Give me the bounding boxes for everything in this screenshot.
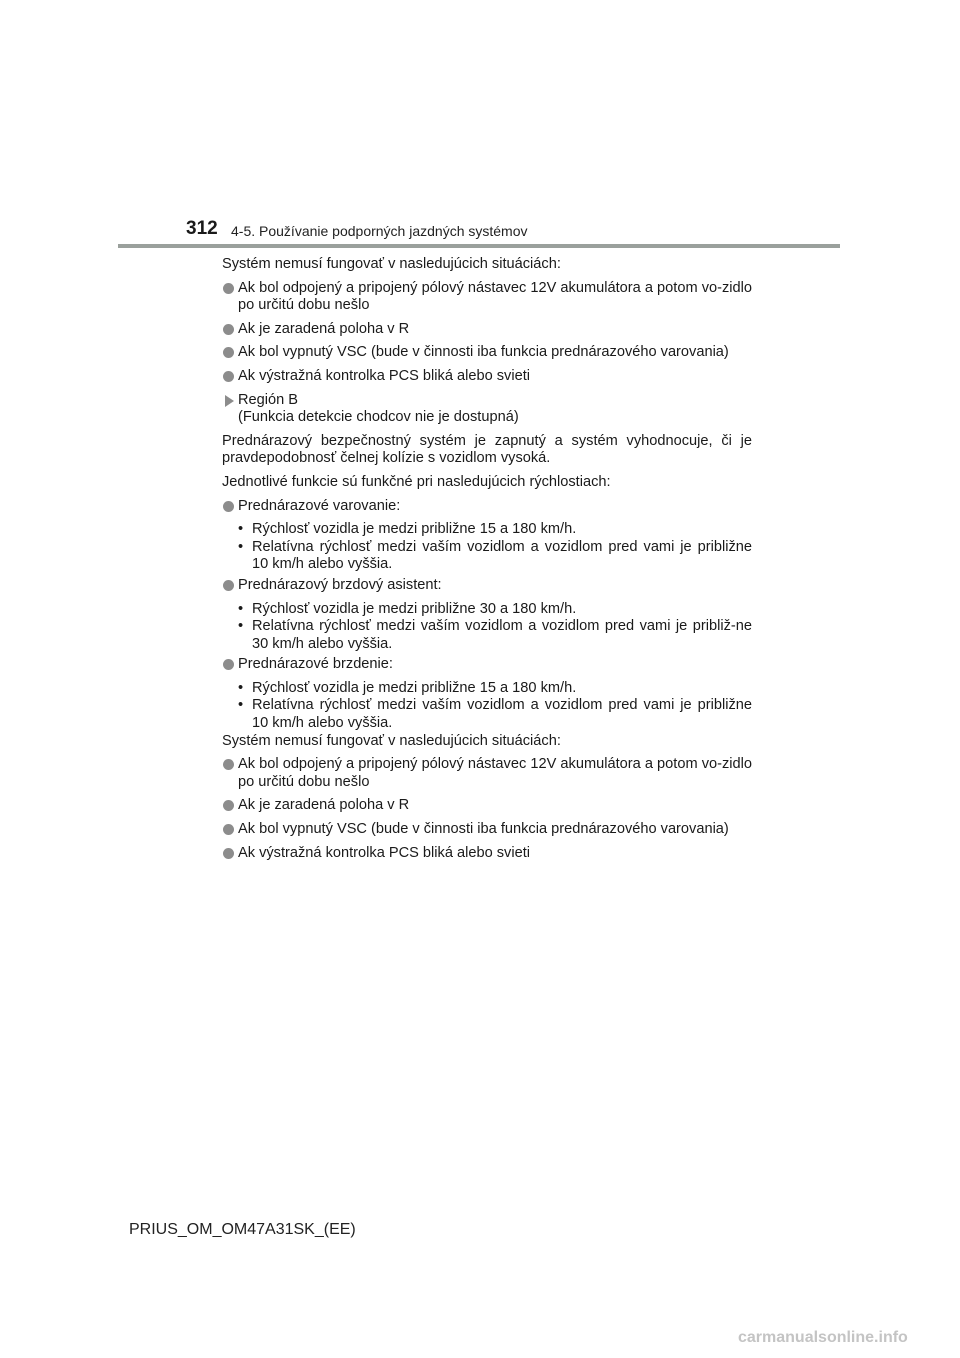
triangle-right-icon xyxy=(225,395,234,407)
function-details xyxy=(222,680,752,733)
region-title: Región B xyxy=(238,391,299,408)
detail-item xyxy=(222,680,752,698)
sub-bullet-mark: • xyxy=(238,600,244,617)
section-title: 4-5. Používanie podporných jazdných systémov xyxy=(231,223,528,239)
circle-bullet-icon xyxy=(223,371,234,382)
region-heading xyxy=(222,392,752,427)
circle-bullet-icon xyxy=(223,347,234,358)
sub-bullet-mark: • xyxy=(238,521,244,538)
sub-bullet-mark: • xyxy=(238,618,244,635)
intro-text: Systém nemusí fungovať v nasledujúcich situáciách: xyxy=(222,732,561,749)
circle-bullet-icon xyxy=(223,501,234,512)
function-item xyxy=(222,577,752,595)
intro-text: Systém nemusí fungovať v nasledujúcich situáciách: xyxy=(222,256,561,272)
function-name: Prednárazový brzdový asistent: xyxy=(238,576,442,593)
function-details xyxy=(222,521,752,574)
function-name: Prednárazové varovanie: xyxy=(238,497,401,514)
detail-item xyxy=(222,521,752,539)
sub-bullet-mark: • xyxy=(238,538,244,555)
document-code: PRIUS_OM_OM47A31SK_(EE) xyxy=(129,1221,356,1238)
detail-text: Rýchlosť vozidla je medzi približne 30 a 180 km/h. xyxy=(252,600,577,617)
conditions-list xyxy=(222,280,752,386)
circle-bullet-icon xyxy=(223,659,234,670)
function-item xyxy=(222,656,752,674)
paragraph: Jednotlivé funkcie sú funkčné pri nasledujúcich rýchlostiach: xyxy=(222,473,611,490)
list-item xyxy=(222,344,752,362)
list-item-text: Ak bol vypnutý VSC (bude v činnosti iba funkcia prednárazového varovania) xyxy=(238,821,729,838)
region-note: (Funkcia detekcie chodcov nie je dostupná) xyxy=(238,409,519,426)
detail-text: Relatívna rýchlosť medzi vaším vozidlom a vozidlom pred vami je približne 10 km/h alebo vyššia. xyxy=(252,697,752,732)
circle-bullet-icon xyxy=(223,759,234,770)
detail-item xyxy=(222,601,752,619)
detail-text: Relatívna rýchlosť medzi vaším vozidlom a vozidlom pred vami je približne 10 km/h alebo vyššia. xyxy=(252,538,752,573)
detail-text: Rýchlosť vozidla je medzi približne 15 a 180 km/h. xyxy=(252,521,577,538)
circle-bullet-icon xyxy=(223,283,234,294)
list-item xyxy=(222,321,752,339)
header-rule xyxy=(118,244,840,248)
detail-text: Relatívna rýchlosť medzi vaším vozidlom a vozidlom pred vami je približ-ne 30 km/h alebo vyššia. xyxy=(252,618,752,652)
list-item-text: Ak je zaradená poloha v R xyxy=(238,320,410,337)
sub-bullet-mark: • xyxy=(238,697,244,714)
detail-text: Rýchlosť vozidla je medzi približne 15 a 180 km/h. xyxy=(252,679,577,696)
list-item-text: Ak je zaradená poloha v R xyxy=(238,797,410,814)
list-item xyxy=(222,756,752,791)
function-details xyxy=(222,601,752,654)
list-item xyxy=(222,368,752,386)
sub-bullet-mark: • xyxy=(238,679,244,696)
circle-bullet-icon xyxy=(223,800,234,811)
detail-item xyxy=(222,697,752,732)
list-item xyxy=(222,821,752,839)
circle-bullet-icon xyxy=(223,824,234,835)
list-item-text: Ak výstražná kontrolka PCS bliká alebo svieti xyxy=(238,367,531,384)
page-content xyxy=(222,256,752,868)
paragraph: Prednárazový bezpečnostný systém je zapnutý a systém vyhodnocuje, či je pravdepodobnosť čelnej kolízie s vozidlom vysoká. xyxy=(222,432,752,467)
function-item xyxy=(222,498,752,516)
list-item xyxy=(222,280,752,315)
detail-item xyxy=(222,618,752,653)
function-name: Prednárazové brzdenie: xyxy=(238,656,393,673)
circle-bullet-icon xyxy=(223,324,234,335)
watermark: carmanualsonline.info xyxy=(738,1329,908,1346)
list-item-text: Ak bol odpojený a pripojený pólový nástavec 12V akumulátora a potom vo-zidlo po určitú dobu nešlo xyxy=(238,756,752,790)
page-number: 312 xyxy=(186,218,218,239)
conditions-list xyxy=(222,756,752,862)
detail-item xyxy=(222,539,752,574)
list-item-text: Ak výstražná kontrolka PCS bliká alebo svieti xyxy=(238,844,531,861)
circle-bullet-icon xyxy=(223,848,234,859)
list-item-text: Ak bol vypnutý VSC (bude v činnosti iba funkcia prednárazového varovania) xyxy=(238,344,729,361)
list-item xyxy=(222,797,752,815)
list-item-text: Ak bol odpojený a pripojený pólový nástavec 12V akumulátora a potom vo-zidlo po určitú dobu nešlo xyxy=(238,279,752,314)
circle-bullet-icon xyxy=(223,580,234,591)
list-item xyxy=(222,845,752,863)
